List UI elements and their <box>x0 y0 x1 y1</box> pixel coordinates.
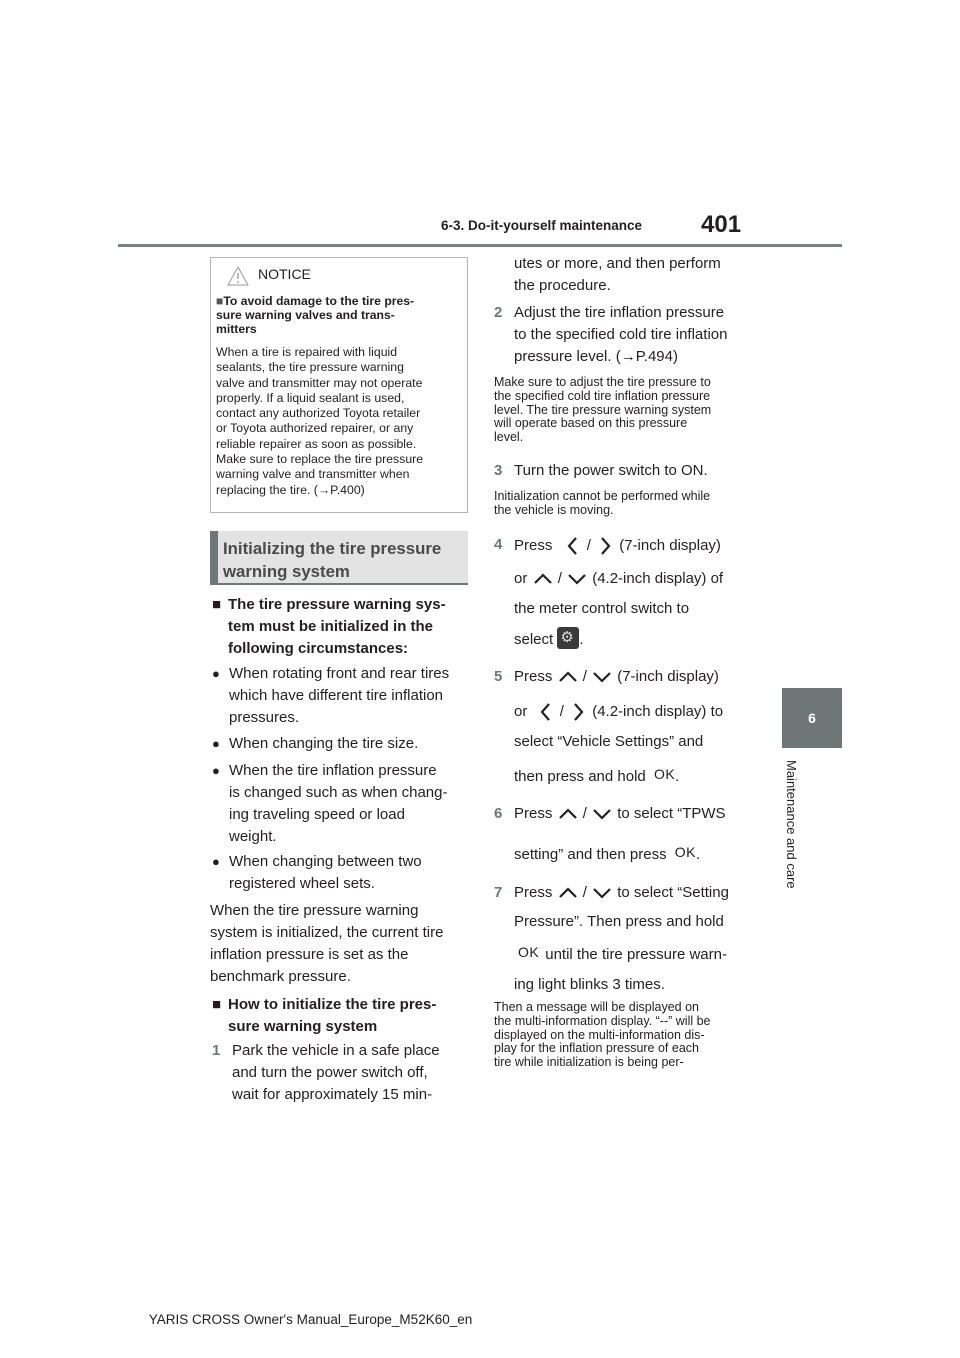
bullet-item <box>212 851 470 895</box>
step-text: Press <box>514 668 553 685</box>
notice-header <box>211 264 467 290</box>
step-number: 5 <box>494 668 503 685</box>
round-bullet-icon: ● <box>212 854 220 869</box>
chevron-down-icon <box>591 885 613 901</box>
step-line: wait for approximately 15 min- <box>232 1086 433 1103</box>
bullet-line: is changed such as when chang- <box>229 784 448 801</box>
note-line: level. The tire pressure warning system <box>494 402 712 417</box>
step-text: (7-inch display) <box>619 536 721 554</box>
heading-line: Initializing the tire pressure <box>223 539 442 558</box>
chapter-name-label: Maintenance and care <box>784 760 799 889</box>
bullet-item <box>212 663 470 729</box>
step-number: 3 <box>494 462 503 479</box>
paragraph-line: inflation pressure is set as the <box>210 946 409 963</box>
step-line: Park the vehicle in a safe place <box>232 1042 440 1059</box>
step-text: . <box>675 768 680 785</box>
chevron-down-icon <box>591 669 613 685</box>
step-number: 2 <box>494 304 503 321</box>
note-line: Initialization cannot be performed while <box>494 489 711 503</box>
section-heading-text <box>223 537 463 583</box>
ok-button-icon: OK <box>674 844 696 860</box>
heading-line: warning system <box>223 562 350 581</box>
note-line: Make sure to adjust the tire pressure to <box>494 375 711 389</box>
section-title: 6-3. Do-it-yourself maintenance <box>441 218 643 233</box>
note-line: play for the inflation pressure of each <box>494 1041 699 1056</box>
note-line: will operate based on this pressure <box>494 416 688 431</box>
notice-body-line: replacing the tire. (→P.400) <box>216 482 365 497</box>
square-bullet-icon: ■ <box>212 996 222 1013</box>
paragraph-line: benchmark pressure. <box>210 968 351 985</box>
chapter-tab: 6 <box>782 688 842 748</box>
step-3 <box>494 460 756 482</box>
notice-subtitle-line: sure warning valves and trans- <box>216 308 395 322</box>
step-text: . <box>579 631 584 648</box>
step-text: until the tire pressure warn- <box>545 946 727 963</box>
paragraph-line: system is initialized, the current tire <box>210 924 444 941</box>
subheading-line: sure warning system <box>228 1018 378 1035</box>
notice-subtitle <box>216 294 464 336</box>
bullet-line: registered wheel sets. <box>229 875 375 892</box>
step-2 <box>494 302 756 368</box>
step-7 <box>494 882 756 996</box>
gear-icon: ⚙ <box>557 627 579 649</box>
subheading-line: The tire pressure warning sys- <box>228 596 446 613</box>
subheading-circumstances <box>212 594 470 660</box>
section-heading <box>210 531 468 585</box>
step-text: . <box>696 846 701 863</box>
step-line: Turn the power switch to ON. <box>514 462 708 479</box>
step-text: to select “Setting <box>617 884 729 901</box>
note-line: level. <box>494 430 524 445</box>
step-number: 7 <box>494 884 503 901</box>
square-bullet-icon: ■ <box>212 596 222 613</box>
step-text: to select “TPWS <box>617 805 726 822</box>
bullet-line: When changing between two <box>229 853 422 870</box>
note-line: tire while initialization is being per- <box>494 1055 684 1070</box>
step-1-continued <box>514 253 754 297</box>
subheading-how-to <box>212 994 470 1038</box>
step-2-note <box>494 376 756 445</box>
step-text: / <box>586 536 591 554</box>
subheading-line: tem must be initialized in the <box>228 618 434 635</box>
bullet-line: weight. <box>229 828 277 845</box>
round-bullet-icon: ● <box>212 666 220 681</box>
chevron-right-icon <box>568 700 588 724</box>
notice-body-line: properly. If a liquid sealant is used, <box>216 390 405 405</box>
warning-triangle-icon <box>227 266 249 286</box>
notice-body-line: warning valve and transmitter when <box>216 467 410 482</box>
step-text: (4.2-inch display) of <box>592 570 724 587</box>
step-text: select <box>514 631 554 648</box>
chapter-name <box>780 760 808 920</box>
chevron-left-icon <box>536 700 556 724</box>
step-text: / <box>582 805 587 822</box>
step-line: to the specified cold tire inflation <box>514 326 728 343</box>
step-text: (4.2-inch display) to <box>592 702 724 720</box>
notice-body-line: or Toyota authorized repairer, or any <box>216 421 414 436</box>
step-1 <box>212 1040 470 1106</box>
step-line: pressure level. (→P.494) <box>514 348 678 365</box>
step-line: the meter control switch to <box>514 600 690 617</box>
notice-body-line: contact any authorized Toyota retailer <box>216 406 421 421</box>
step-text: / <box>559 702 564 720</box>
subheading-line: following circumstances: <box>228 640 409 657</box>
notice-body-line: reliable repairer as soon as possible. <box>216 436 417 451</box>
chevron-right-icon <box>595 534 615 558</box>
step-line: and turn the power switch off, <box>232 1064 428 1081</box>
step-text: / <box>582 884 587 901</box>
step-text: setting” and then press <box>514 846 667 863</box>
notice-body-line: sealants, the tire pressure warning <box>216 360 404 375</box>
bullet-line: pressures. <box>229 709 300 726</box>
step-4 <box>494 534 756 651</box>
step-text: / <box>582 668 587 685</box>
step-text: (7-inch display) <box>617 668 719 685</box>
paragraph-benchmark <box>210 900 472 988</box>
notice-subtitle-line: mitters <box>216 322 257 336</box>
notice-body-line: When a tire is repaired with liquid <box>216 345 398 359</box>
step-number: 6 <box>494 805 503 822</box>
notice-box <box>210 257 468 513</box>
bullet-line: ing traveling speed or load <box>229 806 405 823</box>
bullet-line: which have different tire inflation <box>229 687 444 704</box>
step-line: utes or more, and then perform <box>514 255 721 272</box>
chevron-left-icon <box>563 534 583 558</box>
chevron-up-icon <box>557 669 579 685</box>
step-line: Adjust the tire inflation pressure <box>514 304 725 321</box>
bullet-item <box>212 733 470 755</box>
step-6 <box>494 803 756 866</box>
notice-body-line: Make sure to replace the tire pressure <box>216 452 424 467</box>
notice-title: NOTICE <box>258 266 311 282</box>
page-footer: YARIS CROSS Owner's Manual_Europe_M52K60_en <box>148 1312 473 1327</box>
bullet-line: When the tire inflation pressure <box>229 762 437 779</box>
round-bullet-icon: ● <box>212 736 220 751</box>
chevron-up-icon <box>557 885 579 901</box>
round-bullet-icon: ● <box>212 763 220 778</box>
step-5 <box>494 666 756 788</box>
step-text: or <box>514 702 528 720</box>
step-text: Press <box>514 805 553 822</box>
step-7-note <box>494 1001 756 1070</box>
notice-body <box>216 345 464 498</box>
header-rule <box>118 244 842 247</box>
step-line: the procedure. <box>514 277 611 294</box>
notice-subtitle-line: To avoid damage to the tire pres- <box>223 294 415 308</box>
ok-button-icon: OK <box>518 944 540 960</box>
step-text: Press <box>514 536 553 554</box>
chevron-down-icon <box>591 806 613 822</box>
note-line: the specified cold tire inflation pressure <box>494 388 711 403</box>
bullet-line: When rotating front and rear tires <box>229 665 450 682</box>
step-number: 1 <box>212 1042 221 1059</box>
chevron-up-icon <box>557 806 579 822</box>
step-text: / <box>557 570 562 587</box>
paragraph-line: When the tire pressure warning <box>210 902 419 919</box>
step-line: Pressure”. Then press and hold <box>514 913 724 930</box>
bullet-line: When changing the tire size. <box>229 735 419 752</box>
ok-button-icon: OK <box>653 766 676 782</box>
step-text: Press <box>514 884 553 901</box>
step-line: select “Vehicle Settings” and <box>514 733 704 750</box>
step-text: or <box>514 570 528 587</box>
notice-body-line: valve and transmitter may not operate <box>216 375 423 390</box>
note-line: the vehicle is moving. <box>494 502 614 517</box>
step-line: ing light blinks 3 times. <box>514 976 665 993</box>
note-line: Then a message will be displayed on <box>494 1000 699 1014</box>
note-line: displayed on the multi-information dis- <box>494 1027 705 1042</box>
step-text: then press and hold <box>514 768 646 785</box>
chevron-down-icon <box>566 571 588 587</box>
page-number: 401 <box>701 211 742 238</box>
chevron-up-icon <box>532 571 554 587</box>
step-number: 4 <box>494 536 503 553</box>
subheading-line: How to initialize the tire pres- <box>228 996 437 1013</box>
square-bullet-icon: ■ <box>216 294 224 308</box>
step-3-note <box>494 490 756 518</box>
bullet-item <box>212 760 470 848</box>
note-line: the multi-information display. “--” will be <box>494 1013 711 1028</box>
